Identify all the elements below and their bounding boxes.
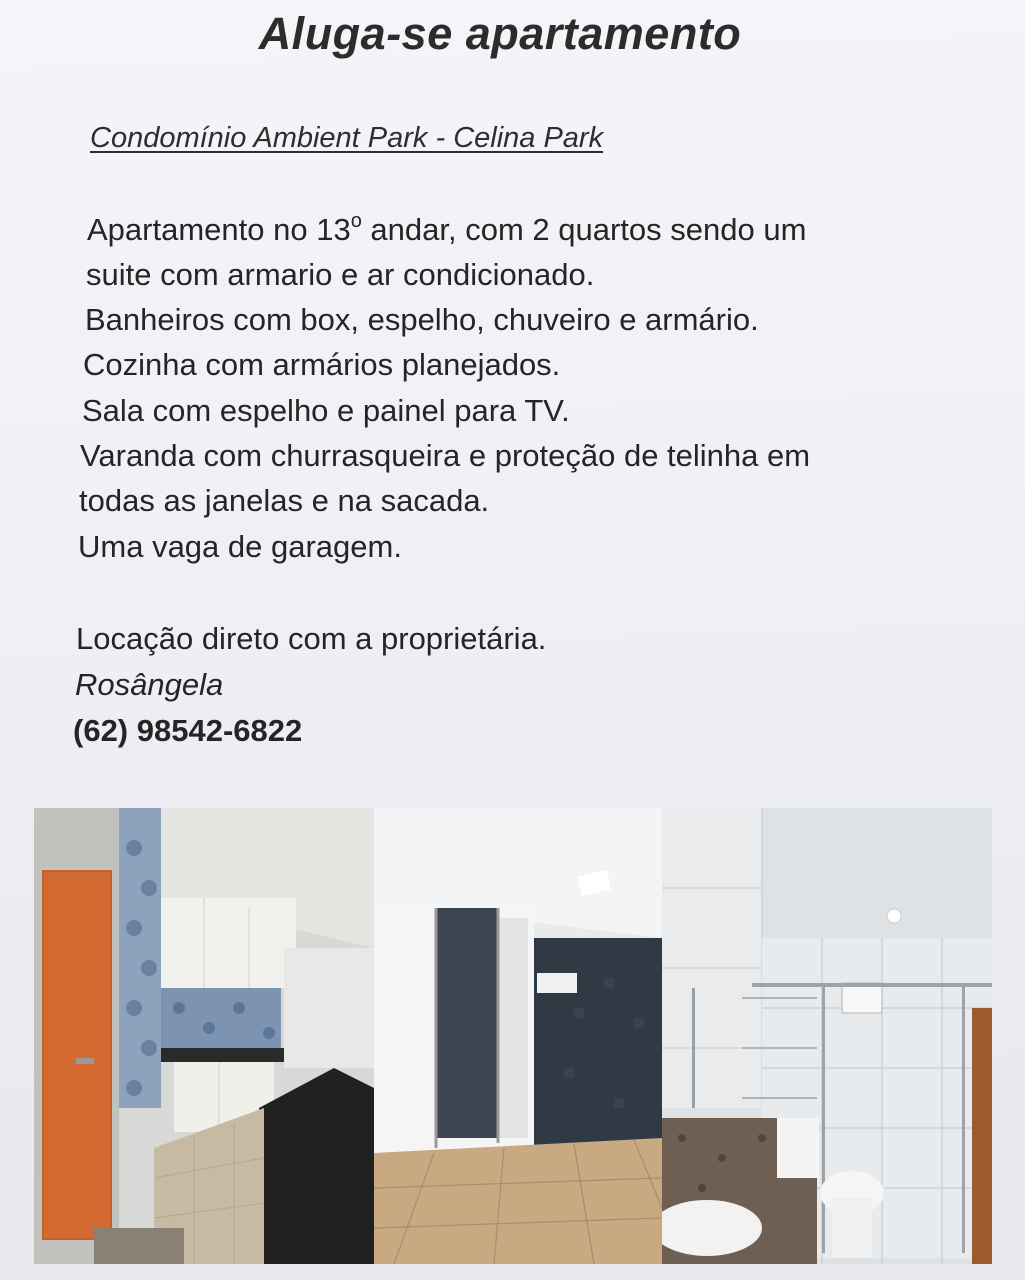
bedroom-photo	[374, 808, 662, 1264]
description-line-6: Varanda com churrasqueira e proteção de telinha em	[80, 438, 811, 473]
description-line-4: Cozinha com armários planejados.	[83, 347, 561, 382]
condominium-name: Condomínio Ambient Park - Celina Park	[90, 122, 604, 154]
description-line-2: suite com armario e ar condicionado.	[86, 257, 595, 292]
description-line-5: Sala com espelho e painel para TV.	[82, 393, 570, 428]
description-line-8: Uma vaga de garagem.	[78, 529, 402, 564]
contact-intro: Locação direto com a proprietária.	[76, 621, 547, 656]
description-line-3: Banheiros com box, espelho, chuveiro e armário.	[85, 302, 759, 337]
description-line-7: todas as janelas e na sacada.	[79, 483, 490, 518]
kitchen-photo	[34, 808, 374, 1264]
bathroom-photo	[662, 808, 992, 1264]
photo-strip	[34, 808, 992, 1264]
description-line-1: Apartamento no 13$^o$ andar, com 2 quartos sendo um	[87, 210, 807, 247]
flyer-title: Aluga-se apartamento	[258, 8, 742, 59]
phone-number: (62) 98542-6822	[73, 713, 303, 748]
owner-name: Rosângela	[75, 667, 224, 702]
